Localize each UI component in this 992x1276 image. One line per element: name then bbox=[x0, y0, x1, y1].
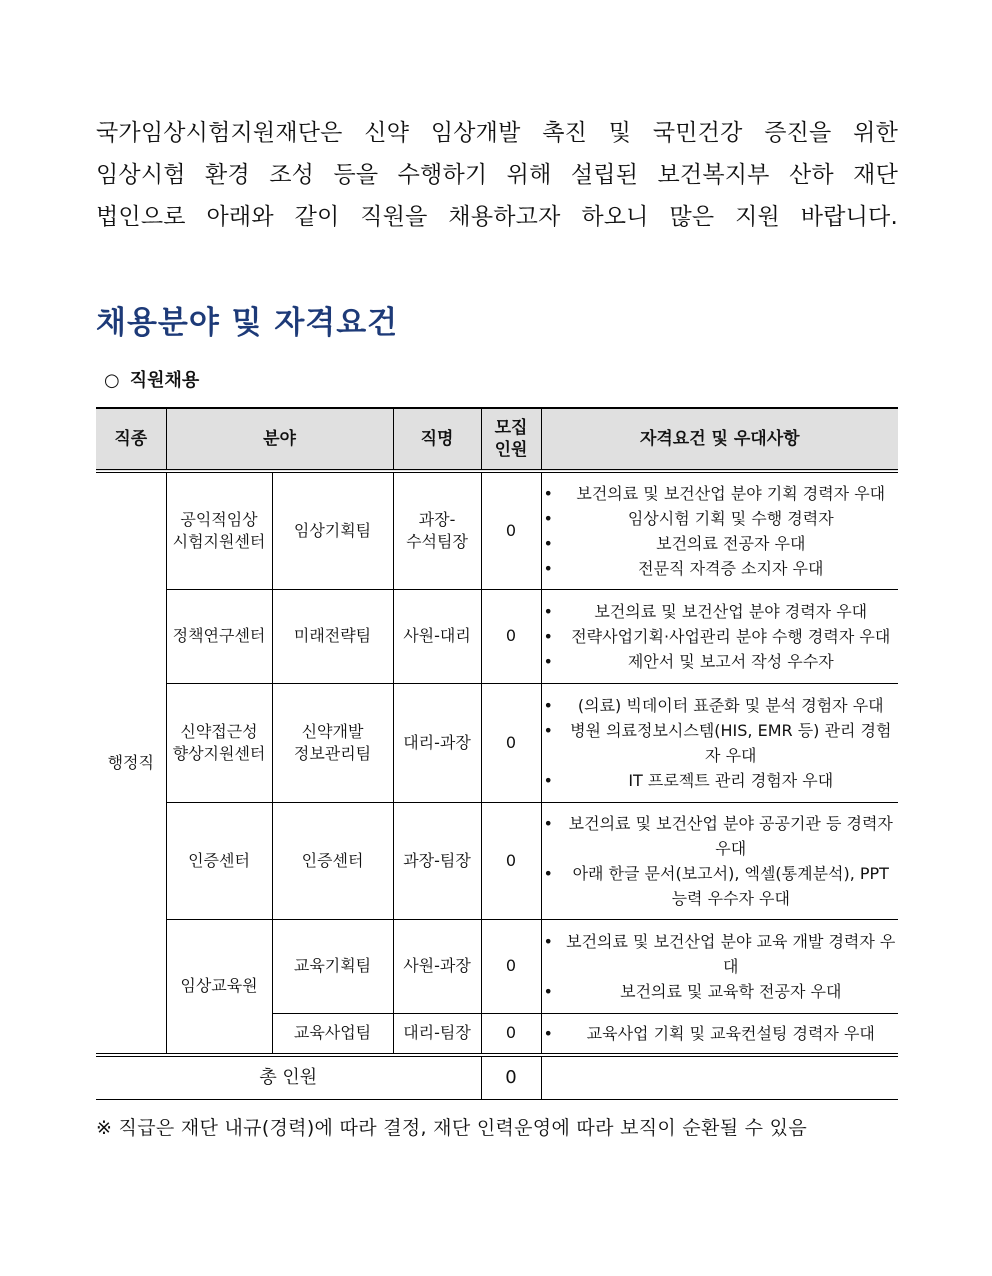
list-item: • 교육사업 기획 및 교육컨설팅 경력자 우대 bbox=[542, 1021, 899, 1046]
team-line: 신약개발 bbox=[301, 721, 364, 741]
table-header-row bbox=[96, 408, 898, 471]
qualifications-cell bbox=[541, 471, 898, 589]
team-cell: 임상기획팀 bbox=[272, 471, 393, 589]
qualifications-list bbox=[542, 481, 899, 581]
table-row bbox=[96, 589, 898, 683]
center-cell: 임상교육원 bbox=[166, 919, 272, 1055]
position-cell bbox=[393, 471, 481, 589]
position-line: 과장- bbox=[418, 509, 456, 529]
total-label: 총 인원 bbox=[96, 1055, 481, 1100]
footnote: ※ 직급은 재단 내규(경력)에 따라 결정, 재단 인력운영에 따라 보직이 순환될 수 있음 bbox=[96, 1117, 807, 1139]
job-type-cell: 행정직 bbox=[96, 471, 166, 1055]
list-item: • 보건의료 및 교육학 전공자 우대 bbox=[542, 979, 899, 1004]
headcount-cell: 0 bbox=[481, 589, 541, 683]
list-item: • 보건의료 및 보건산업 분야 교육 개발 경력자 우대 bbox=[542, 929, 899, 979]
header-qualifications: 자격요건 및 우대사항 bbox=[541, 408, 898, 471]
team-cell: 인증센터 bbox=[272, 802, 393, 919]
list-item: • 보건의료 및 보건산업 분야 경력자 우대 bbox=[542, 599, 899, 624]
list-item: • IT 프로젝트 관리 경험자 우대 bbox=[542, 768, 899, 793]
circle-bullet-icon: ○ bbox=[104, 370, 120, 391]
list-item: • 아래 한글 문서(보고서), 엑셀(통계분석), PPT 능력 우수자 우대 bbox=[542, 861, 899, 911]
headcount-cell: 0 bbox=[481, 802, 541, 919]
list-item: • 보건의료 및 보건산업 분야 기획 경력자 우대 bbox=[542, 481, 899, 506]
position-cell: 대리-과장 bbox=[393, 683, 481, 802]
qualifications-list bbox=[542, 929, 899, 1004]
list-item: • 전문직 자격증 소지자 우대 bbox=[542, 556, 899, 581]
position-line: 수석팀장 bbox=[406, 531, 468, 551]
intro-line: 임상시험 환경 조성 등을 수행하기 위해 설립된 보건복지부 산하 재단 bbox=[96, 162, 898, 188]
header-headcount bbox=[481, 408, 541, 471]
subheading bbox=[104, 366, 199, 392]
table-row bbox=[96, 802, 898, 919]
headcount-cell: 0 bbox=[481, 471, 541, 589]
list-item: • 임상시험 기획 및 수행 경력자 bbox=[542, 506, 899, 531]
intro-paragraph bbox=[96, 112, 898, 238]
header-field: 분야 bbox=[166, 408, 393, 471]
position-cell: 대리-팀장 bbox=[393, 1013, 481, 1055]
center-cell: 정책연구센터 bbox=[166, 589, 272, 683]
header-job-type: 직종 bbox=[96, 408, 166, 471]
list-item: • (의료) 빅데이터 표준화 및 분석 경험자 우대 bbox=[542, 693, 899, 718]
team-cell bbox=[272, 683, 393, 802]
center-line: 공익적임상 bbox=[180, 509, 258, 529]
headcount-cell: 0 bbox=[481, 919, 541, 1013]
qualifications-list bbox=[542, 811, 899, 911]
team-cell: 미래전략팀 bbox=[272, 589, 393, 683]
subheading-text: 직원채용 bbox=[129, 370, 200, 391]
total-row bbox=[96, 1055, 898, 1100]
header-headcount-line: 인원 bbox=[494, 440, 528, 460]
team-cell: 교육기획팀 bbox=[272, 919, 393, 1013]
qualifications-list bbox=[542, 599, 899, 674]
position-cell: 사원-대리 bbox=[393, 589, 481, 683]
list-item: • 전략사업기획·사업관리 분야 수행 경력자 우대 bbox=[542, 624, 899, 649]
header-position: 직명 bbox=[393, 408, 481, 471]
center-line: 신약접근성 bbox=[180, 721, 258, 741]
recruitment-table bbox=[96, 407, 898, 1100]
center-cell: 인증센터 bbox=[166, 802, 272, 919]
qualifications-list bbox=[542, 693, 899, 793]
qualifications-cell bbox=[541, 589, 898, 683]
qualifications-cell bbox=[541, 919, 898, 1013]
table-row bbox=[96, 919, 898, 1013]
position-cell: 사원-과장 bbox=[393, 919, 481, 1013]
list-item: • 보건의료 전공자 우대 bbox=[542, 531, 899, 556]
section-title: 채용분야 및 자격요건 bbox=[96, 305, 399, 341]
intro-line: 국가임상시험지원재단은 신약 임상개발 촉진 및 국민건강 증진을 위한 bbox=[96, 120, 898, 146]
headcount-cell: 0 bbox=[481, 1013, 541, 1055]
team-cell: 교육사업팀 bbox=[272, 1013, 393, 1055]
headcount-cell: 0 bbox=[481, 683, 541, 802]
position-cell: 과장-팀장 bbox=[393, 802, 481, 919]
center-line: 향상지원센터 bbox=[172, 743, 266, 763]
center-cell bbox=[166, 471, 272, 589]
total-blank bbox=[541, 1055, 898, 1100]
header-headcount-line: 모집 bbox=[494, 418, 528, 438]
list-item: • 제안서 및 보고서 작성 우수자 bbox=[542, 649, 899, 674]
qualifications-cell bbox=[541, 802, 898, 919]
table-row bbox=[96, 471, 898, 589]
total-count: 0 bbox=[481, 1055, 541, 1100]
qualifications-cell bbox=[541, 1013, 898, 1055]
center-line: 시험지원센터 bbox=[172, 531, 266, 551]
qualifications-cell bbox=[541, 683, 898, 802]
table-row bbox=[96, 683, 898, 802]
list-item: • 보건의료 및 보건산업 분야 공공기관 등 경력자 우대 bbox=[542, 811, 899, 861]
qualifications-list bbox=[542, 1021, 899, 1046]
team-line: 정보관리팀 bbox=[293, 743, 372, 763]
center-cell bbox=[166, 683, 272, 802]
intro-line: 법인으로 아래와 같이 직원을 채용하고자 하오니 많은 지원 바랍니다. bbox=[96, 204, 898, 230]
list-item: • 병원 의료정보시스템(HIS, EMR 등) 관리 경험자 우대 bbox=[542, 718, 899, 768]
